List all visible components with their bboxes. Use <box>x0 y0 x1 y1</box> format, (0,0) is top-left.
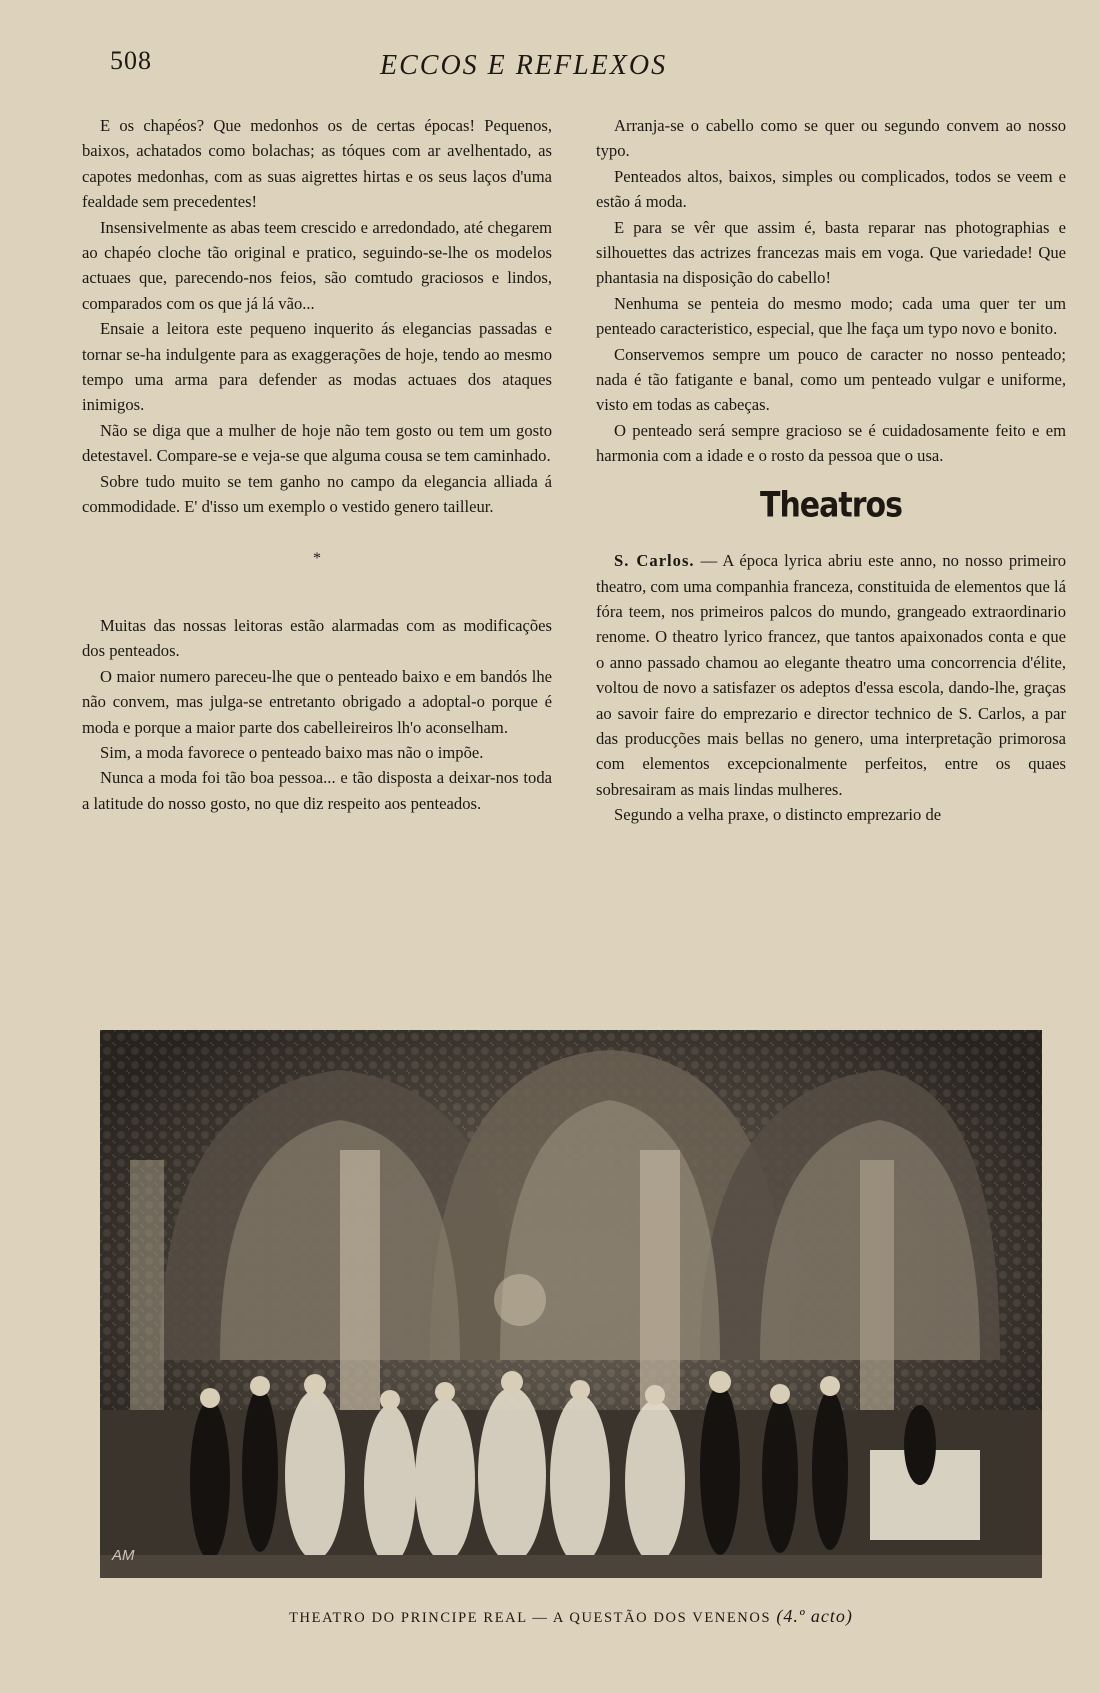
stage-scene-illustration <box>100 1030 1042 1578</box>
paragraph: Sim, a moda favorece o penteado baixo mas não o impõe. <box>100 742 484 762</box>
paragraph-lead: S. Carlos. <box>614 551 695 571</box>
paragraph-body: — A época lyrica abriu este anno, no nosso primeiro theatro, com uma companhia franceza, constituida de elementos que lá fóra teem, nos primeiros palcos do mundo, grangeado extraordinario renome. O theatro lyrico francez, que tantos apaixonados conta e que o anno passado chamou ao elegante theatro uma concorrencia d'élite, voltou de novo a satisfazer os adeptos d'essa escola, dando-lhe, graças ao savoir faire do emprezario e director technico de S. Carlos, a par das producções mais bellas no genero, uma interpretação primorosa com elementos excepcionalmente perfeitos, entre os quaes sobresairam as mais lindas mulheres. <box>596 551 1066 799</box>
paragraph: Nunca a moda foi tão boa pessoa... e tão disposta a deixar-nos toda a latitude do nosso gosto, no que diz respeito aos penteados. <box>82 768 552 813</box>
paragraph: Penteados altos, baixos, simples ou complicados, todos se veem e estão á moda. <box>596 166 1066 212</box>
caption-act: (4.º acto) <box>776 1606 853 1626</box>
paragraph: Insensivelmente as abas teem crescido e arredondado, até chegarem ao chapéo cloche tão original e pratico, seguindo-se-lhe os modelos actuaes que, parecendo-nos feios, são comtudo graciosos e lindos, comparados com os que já lá vão... <box>82 217 552 313</box>
section-title: Theatros <box>759 485 902 526</box>
paragraph: Arranja-se o cabello como se quer ou segundo convem ao nosso typo. <box>596 116 1066 161</box>
caption-text: THEATRO DO PRINCIPE REAL — A QUESTÃO DOS VENENOS <box>289 1610 772 1626</box>
paragraph: Nenhuma se penteia do mesmo modo; cada uma quer ter um penteado caracteristico, especial, que lhe faça um typo novo e bonito. <box>596 293 1066 339</box>
paragraph: O maior numero pareceu-lhe que o penteado baixo e em bandós lhe não convem, mas julga-se entretanto obrigado a adoptal-o porque é moda e porque a maior parte dos cabelleireiros lh'o aconselham. <box>82 666 552 737</box>
left-column <box>82 113 552 816</box>
paragraph: Muitas das nossas leitoras estão alarmadas com as modificações dos penteados. <box>82 615 552 661</box>
paragraph: O penteado será sempre gracioso se é cuidadosamente feito e em harmonia com a idade e o rosto da pessoa que o usa. <box>596 420 1066 466</box>
paragraph: Ensaie a leitora este pequeno inquerito ás elegancias passadas e tornar se-ha indulgente para as exaggerações de hoje, tendo ao mesmo tempo uma arma para defender as modas actuaes dos ataques inimigos. <box>82 319 552 415</box>
paragraph: E para se vêr que assim é, basta reparar nas photographias e silhouettes das actrizes francezas mais em voga. Que variedade! Que phantasia na disposição do cabello! <box>596 217 1066 288</box>
paragraph: Não se diga que a mulher de hoje não tem gosto ou tem um gosto detestavel. Compare-se e veja-se que alguma cousa se tem caminhado. <box>82 420 552 466</box>
paragraph: Conservemos sempre um pouco de caracter no nosso penteado; nada é tão fatigante e banal, como um penteado vulgar e uniforme, visto em todas as cabeças. <box>596 344 1066 415</box>
photo-initials: AM <box>112 1547 135 1564</box>
page-number: 508 <box>110 46 152 75</box>
paragraph: Sobre tudo muito se tem ganho no campo da elegancia alliada á commodidade. E' d'isso um exemplo o vestido genero tailleur. <box>82 471 552 517</box>
paragraph: Segundo a velha praxe, o distincto emprezario de <box>614 805 942 825</box>
paragraph <box>596 548 1066 802</box>
running-title: ECCOS E REFLEXOS <box>380 50 668 81</box>
theatre-stage-photograph <box>100 1030 1042 1578</box>
section-separator: * <box>313 549 321 567</box>
right-column <box>596 113 1066 828</box>
figure-caption <box>100 1606 1042 1627</box>
paragraph: E os chapéos? Que medonhos os de certas épocas! Pequenos, baixos, achatados como bolachas; as tóques com ar avelhentado, as capotes medonhas, com as suas aigrettes hirtas e os seus laços d'uma fealdade sem precedentes! <box>82 116 552 212</box>
